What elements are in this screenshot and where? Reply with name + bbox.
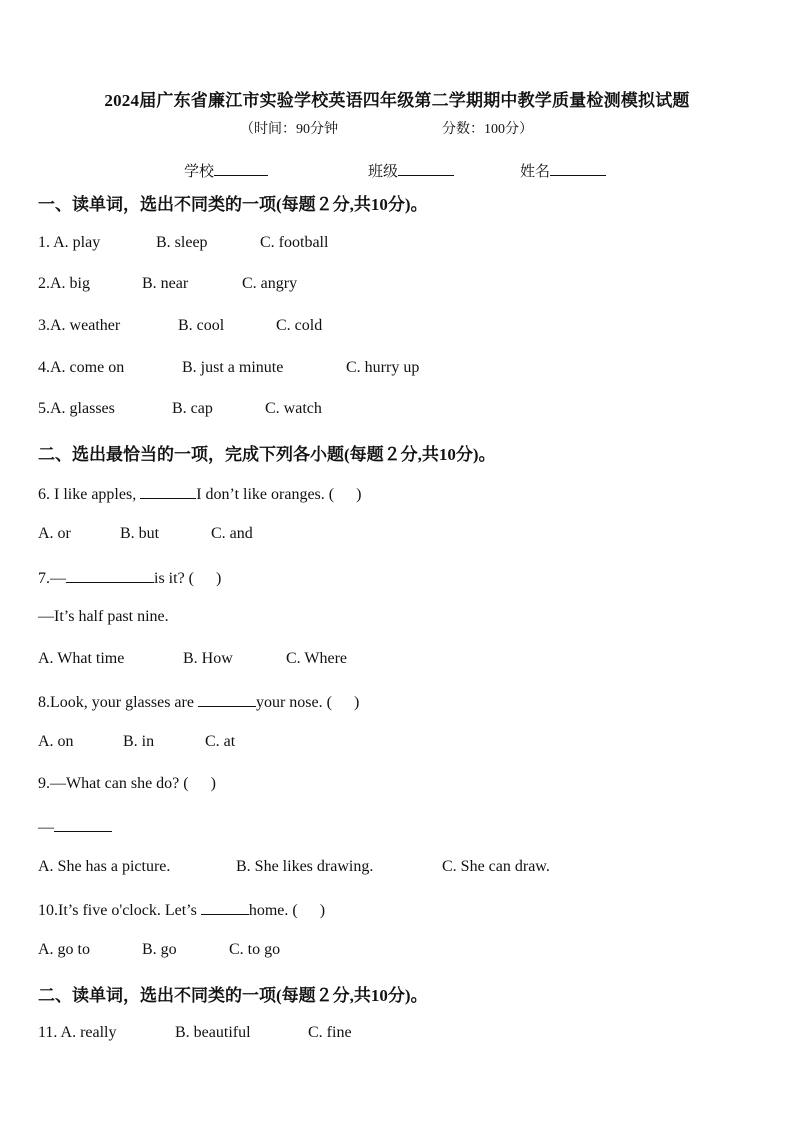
q9-blank[interactable] [54,816,112,832]
school-label: 学校 [184,164,215,180]
q4-option-c: C. hurry up [346,359,420,376]
question-10 [38,899,325,920]
q9-reply-dash: — [38,819,54,836]
section3-heading: 二、读单词，选出不同类的一项(每题２分,共10分)。 [38,986,428,1005]
time-info: （时间：90分钟 [240,122,338,137]
exam-title: 2024届广东省廉江市实验学校英语四年级第二学期期中教学质量检测模拟试题 [104,91,690,110]
q10-stem-start: 10.It’s five o'clock. Let’s [38,902,201,919]
question-4 [38,359,420,377]
section2-heading: 二、选出最恰当的一项，完成下列各小题(每题２分,共10分)。 [38,445,496,464]
q4-option-b: B. just a minute [182,359,284,376]
q10-stem-end: home. ( [248,902,298,919]
q7-options [38,650,348,668]
q7-stem-start: 7.— [38,570,66,587]
q6-stem-start: 6. I like apples, [38,486,141,503]
q8-option-a: A. on [38,733,74,750]
q8-stem-end: your nose. ( [255,694,332,711]
q7-option-a: A. What time [38,650,125,667]
q3-option-c: C. cold [276,317,323,334]
q7-reply: —It’s half past nine. [38,608,169,625]
q5-option-a: 5.A. glasses [38,400,115,417]
q8-options [38,733,236,751]
q5-option-b: B. cap [172,400,213,417]
q1-option-c: C. football [260,234,329,251]
q2-option-a: 2.A. big [38,275,90,292]
class-blank[interactable] [398,160,454,176]
q5-option-c: C. watch [265,400,322,417]
exam-subtitle [240,118,533,138]
q4-option-a: 4.A. come on [38,359,125,376]
q11-option-b: B. beautiful [175,1024,251,1041]
q6-option-b: B. but [120,525,160,542]
q6-options [38,525,253,543]
q10-options [38,941,281,959]
question-11 [38,1024,352,1042]
q8-close-paren: ) [353,694,360,711]
name-field [520,160,606,181]
score-info: 分数：100分） [442,122,533,137]
question-3 [38,317,323,335]
q10-blank[interactable] [201,899,249,915]
q8-option-b: B. in [123,733,155,750]
q6-close-paren: ) [356,486,362,503]
q11-option-c: C. fine [308,1024,352,1041]
class-field [368,160,454,181]
q9-stem: 9.—What can she do? ( [38,775,189,792]
question-6 [38,483,361,504]
q2-option-c: C. angry [242,275,298,292]
name-label: 姓名 [520,164,551,180]
q7-close-paren: ) [216,570,222,587]
q6-blank[interactable] [140,483,196,499]
section1-heading: 一、读单词，选出不同类的一项(每题２分,共10分)。 [38,195,428,214]
q9-reply [38,816,112,837]
q1-option-a: 1. A. play [38,234,101,251]
q2-option-b: B. near [142,275,189,292]
q9-options [38,858,550,876]
question-9 [38,775,216,793]
school-blank[interactable] [214,160,268,176]
q8-stem-start: 8.Look, your glasses are [38,694,198,711]
q3-option-a: 3.A. weather [38,317,121,334]
q9-option-c: C. She can draw. [442,858,550,875]
q6-stem-end: I don’t like oranges. ( [196,486,335,503]
question-1 [38,234,329,252]
question-5 [38,400,322,418]
q8-blank[interactable] [198,691,256,707]
q3-option-b: B. cool [178,317,225,334]
q7-blank[interactable] [66,567,154,583]
q7-option-b: B. How [183,650,233,667]
q6-option-c: C. and [211,525,253,542]
q10-option-c: C. to go [229,941,281,958]
school-field [184,160,268,181]
q10-option-a: A. go to [38,941,90,958]
q8-option-c: C. at [205,733,236,750]
class-label: 班级 [368,164,399,180]
q10-close-paren: ) [319,902,326,919]
question-7 [38,567,221,588]
q7-option-c: C. Where [286,650,348,667]
q9-option-b: B. She likes drawing. [236,858,374,875]
name-blank[interactable] [550,160,606,176]
q9-option-a: A. She has a picture. [38,858,171,875]
q9-close-paren: ) [210,775,216,792]
q6-option-a: A. or [38,525,71,542]
question-2 [38,275,298,293]
q7-stem-end: is it? ( [154,570,194,587]
q10-option-b: B. go [142,941,177,958]
question-8 [38,691,359,712]
q1-option-b: B. sleep [156,234,208,251]
q11-option-a: 11. A. really [38,1024,117,1041]
